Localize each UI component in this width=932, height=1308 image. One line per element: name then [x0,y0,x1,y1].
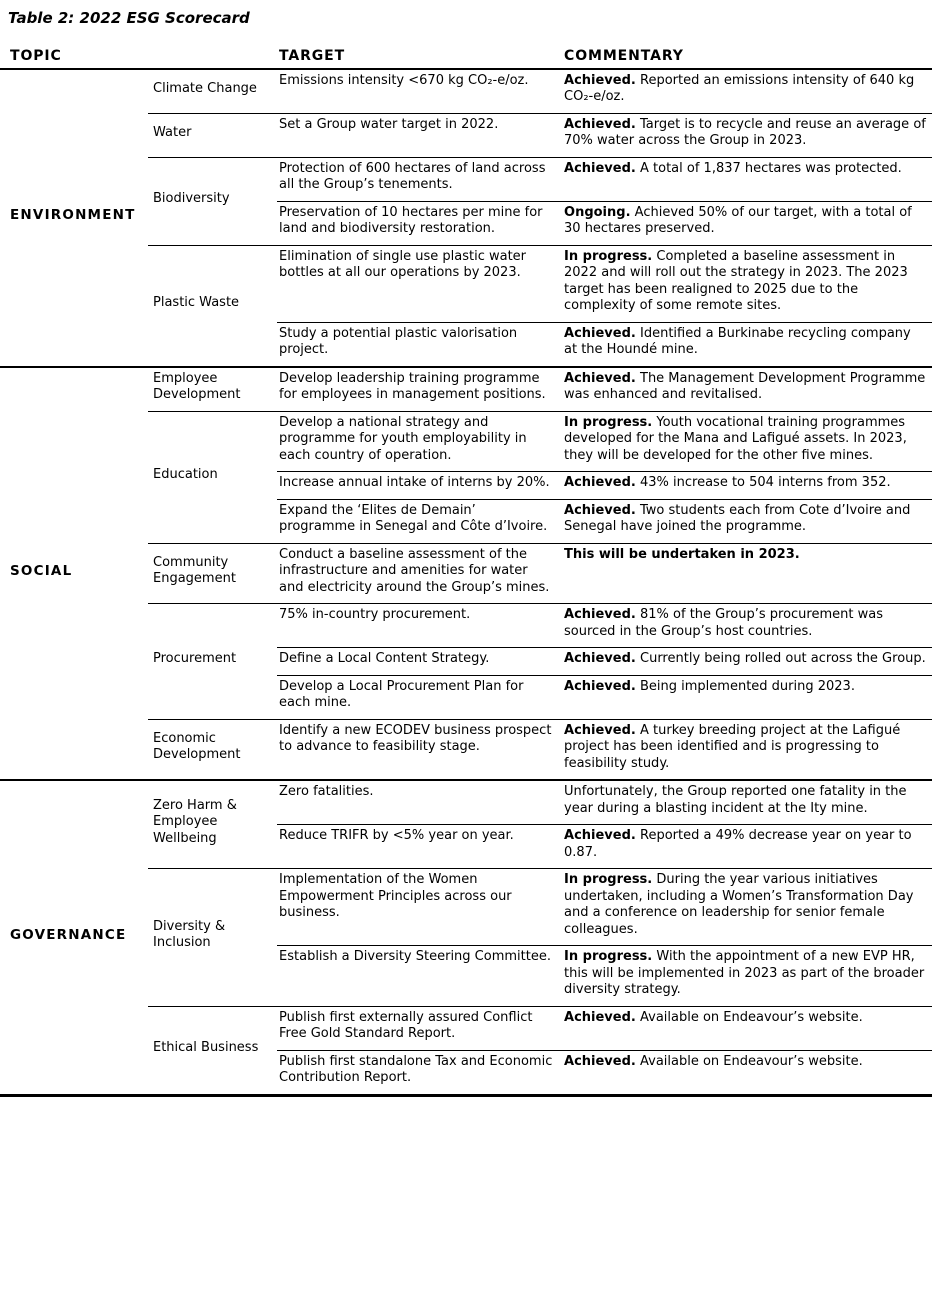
target-cell: Protection of 600 hectares of land across all the Group’s tenements. [277,157,559,201]
subtopic-cell: Zero Harm & Employee Wellbeing [148,780,277,869]
subtopic-cell: Economic Development [148,719,277,780]
commentary-cell [559,946,932,1007]
commentary-cell [559,1006,932,1050]
commentary-text: Being implemented during 2023. [640,678,855,694]
status-label: In progress. [564,248,653,264]
commentary-text: With the appointment of a new EVP HR, this will be implemented in 2023 as part of the broader diversity strategy. [564,949,925,997]
target-cell: Publish first standalone Tax and Economic Contribution Report. [277,1050,559,1095]
commentary-text: Identified a Burkinabe recycling company at the Houndé mine. [564,325,911,357]
subtopic-cell: Biodiversity [148,157,277,245]
commentary-cell [559,411,932,472]
commentary-text: 81% of the Group’s procurement was sourced in the Group’s host countries. [564,607,883,639]
commentary-text: 43% increase to 504 interns from 352. [640,475,891,490]
status-label: Achieved. [564,1009,636,1025]
esg-scorecard-table [0,48,932,1097]
status-label: Achieved. [564,607,636,622]
column-header-target: TARGET [277,48,559,69]
topic-group-cell: ENVIRONMENT [0,69,148,367]
target-cell: Implementation of the Women Empowerment Principles across our business. [277,869,559,946]
table-row [0,69,932,114]
commentary-cell [559,719,932,780]
target-cell: Preservation of 10 hectares per mine for land and biodiversity restoration. [277,201,559,245]
commentary-cell [559,648,932,676]
target-cell: Establish a Diversity Steering Committee. [277,946,559,1007]
target-cell: Zero fatalities. [277,780,559,825]
status-label: Achieved. [564,502,636,518]
status-label: Achieved. [564,116,636,132]
status-label: Achieved. [564,325,636,341]
subtopic-cell: Procurement [148,604,277,720]
commentary-cell [559,322,932,367]
table-row [0,780,932,825]
header-row [0,48,932,69]
commentary-text: Reported an emissions intensity of 640 kg CO₂-e/oz. [564,72,915,104]
commentary-cell [559,113,932,157]
status-label: Achieved. [564,475,636,490]
target-cell: Reduce TRIFR by <5% year on year. [277,825,559,869]
topic-group-cell: GOVERNANCE [0,780,148,1095]
status-label: In progress. [564,949,653,964]
subtopic-cell: Employee Development [148,367,277,412]
commentary-cell [559,499,932,543]
commentary-text: A total of 1,837 hectares was protected. [640,160,902,176]
target-cell: Set a Group water target in 2022. [277,113,559,157]
table-title: Table 2: 2022 ESG Scorecard [8,9,250,27]
commentary-text: Unfortunately, the Group reported one fatality in the year during a blasting incident at the Ity mine. [564,784,907,816]
commentary-cell [559,1050,932,1095]
status-label: Achieved. [564,370,636,386]
subtopic-cell: Water [148,113,277,157]
subtopic-cell: Plastic Waste [148,245,277,367]
target-cell: Define a Local Content Strategy. [277,648,559,676]
subtopic-cell: Community Engagement [148,543,277,604]
commentary-cell [559,157,932,201]
commentary-cell [559,201,932,245]
commentary-cell [559,69,932,114]
target-cell: Study a potential plastic valorisation project. [277,322,559,367]
commentary-text: Youth vocational training programmes developed for the Mana and Lafigué assets. In 2023, they will be developed for the other five mines. [564,414,907,463]
target-cell: Identify a new ECODEV business prospect to advance to feasibility stage. [277,719,559,780]
commentary-cell [559,825,932,869]
column-header-topic: TOPIC [0,48,277,69]
topic-group-cell: SOCIAL [0,367,148,781]
target-cell: Conduct a baseline assessment of the infrastructure and amenities for water and electricity around the Group’s mines. [277,543,559,604]
target-cell: Publish first externally assured Conflict Free Gold Standard Report. [277,1006,559,1050]
commentary-cell [559,869,932,946]
target-cell: Develop leadership training programme for employees in management positions. [277,367,559,412]
subtopic-cell: Ethical Business [148,1006,277,1095]
commentary-text: Two students each from Cote d’Ivoire and Senegal have joined the programme. [564,502,911,534]
target-cell: 75% in-country procurement. [277,604,559,648]
commentary-cell [559,675,932,719]
commentary-text: The Management Development Programme was enhanced and revitalised. [564,370,926,402]
commentary-text: Target is to recycle and reuse an average of 70% water across the Group in 2023. [564,116,926,148]
commentary-text: During the year various initiatives undertaken, including a Women’s Transformation Day and a conference on leadership for senior female colleagues. [564,872,914,937]
status-label: Achieved. [564,678,636,694]
commentary-cell [559,543,932,604]
commentary-cell [559,472,932,500]
target-cell: Develop a national strategy and programme for youth employability in each country of operation. [277,411,559,472]
commentary-text: Completed a baseline assessment in 2022 and will roll out the strategy in 2023. The 2023 target has been realigned to 2025 due to the complexity of some remote sites. [564,248,908,313]
commentary-cell [559,604,932,648]
target-cell: Expand the ‘Elites de Demain’ programme in Senegal and Côte d’Ivoire. [277,499,559,543]
subtopic-cell: Climate Change [148,69,277,114]
commentary-cell [559,780,932,825]
commentary-cell [559,367,932,412]
status-label: Achieved. [564,160,636,176]
subtopic-cell: Diversity & Inclusion [148,869,277,1007]
commentary-text: Reported a 49% decrease year on year to 0.87. [564,828,912,860]
status-label: In progress. [564,414,653,430]
status-label: Achieved. [564,828,636,843]
commentary-text: Achieved 50% of our target, with a total of 30 hectares preserved. [564,204,912,236]
target-cell: Increase annual intake of interns by 20%. [277,472,559,500]
status-label: Ongoing. [564,204,631,220]
commentary-text: A turkey breeding project at the Lafigué project has been identified and is progressing to feasibility study. [564,722,901,771]
commentary-text: Available on Endeavour’s website. [640,1009,863,1025]
status-label: Achieved. [564,1053,636,1069]
commentary-text: Currently being rolled out across the Group. [640,651,926,666]
commentary-text: Available on Endeavour’s website. [640,1053,863,1069]
status-label: Achieved. [564,722,636,738]
subtopic-cell: Education [148,411,277,543]
target-cell: Elimination of single use plastic water bottles at all our operations by 2023. [277,245,559,322]
status-label: In progress. [564,872,653,887]
target-cell: Emissions intensity <670 kg CO₂-e/oz. [277,69,559,114]
table-row [0,367,932,412]
commentary-cell [559,245,932,322]
target-cell: Develop a Local Procurement Plan for each mine. [277,675,559,719]
status-label: This will be undertaken in 2023. [564,546,800,562]
status-label: Achieved. [564,651,636,666]
status-label: Achieved. [564,72,636,88]
column-header-commentary: COMMENTARY [559,48,932,69]
